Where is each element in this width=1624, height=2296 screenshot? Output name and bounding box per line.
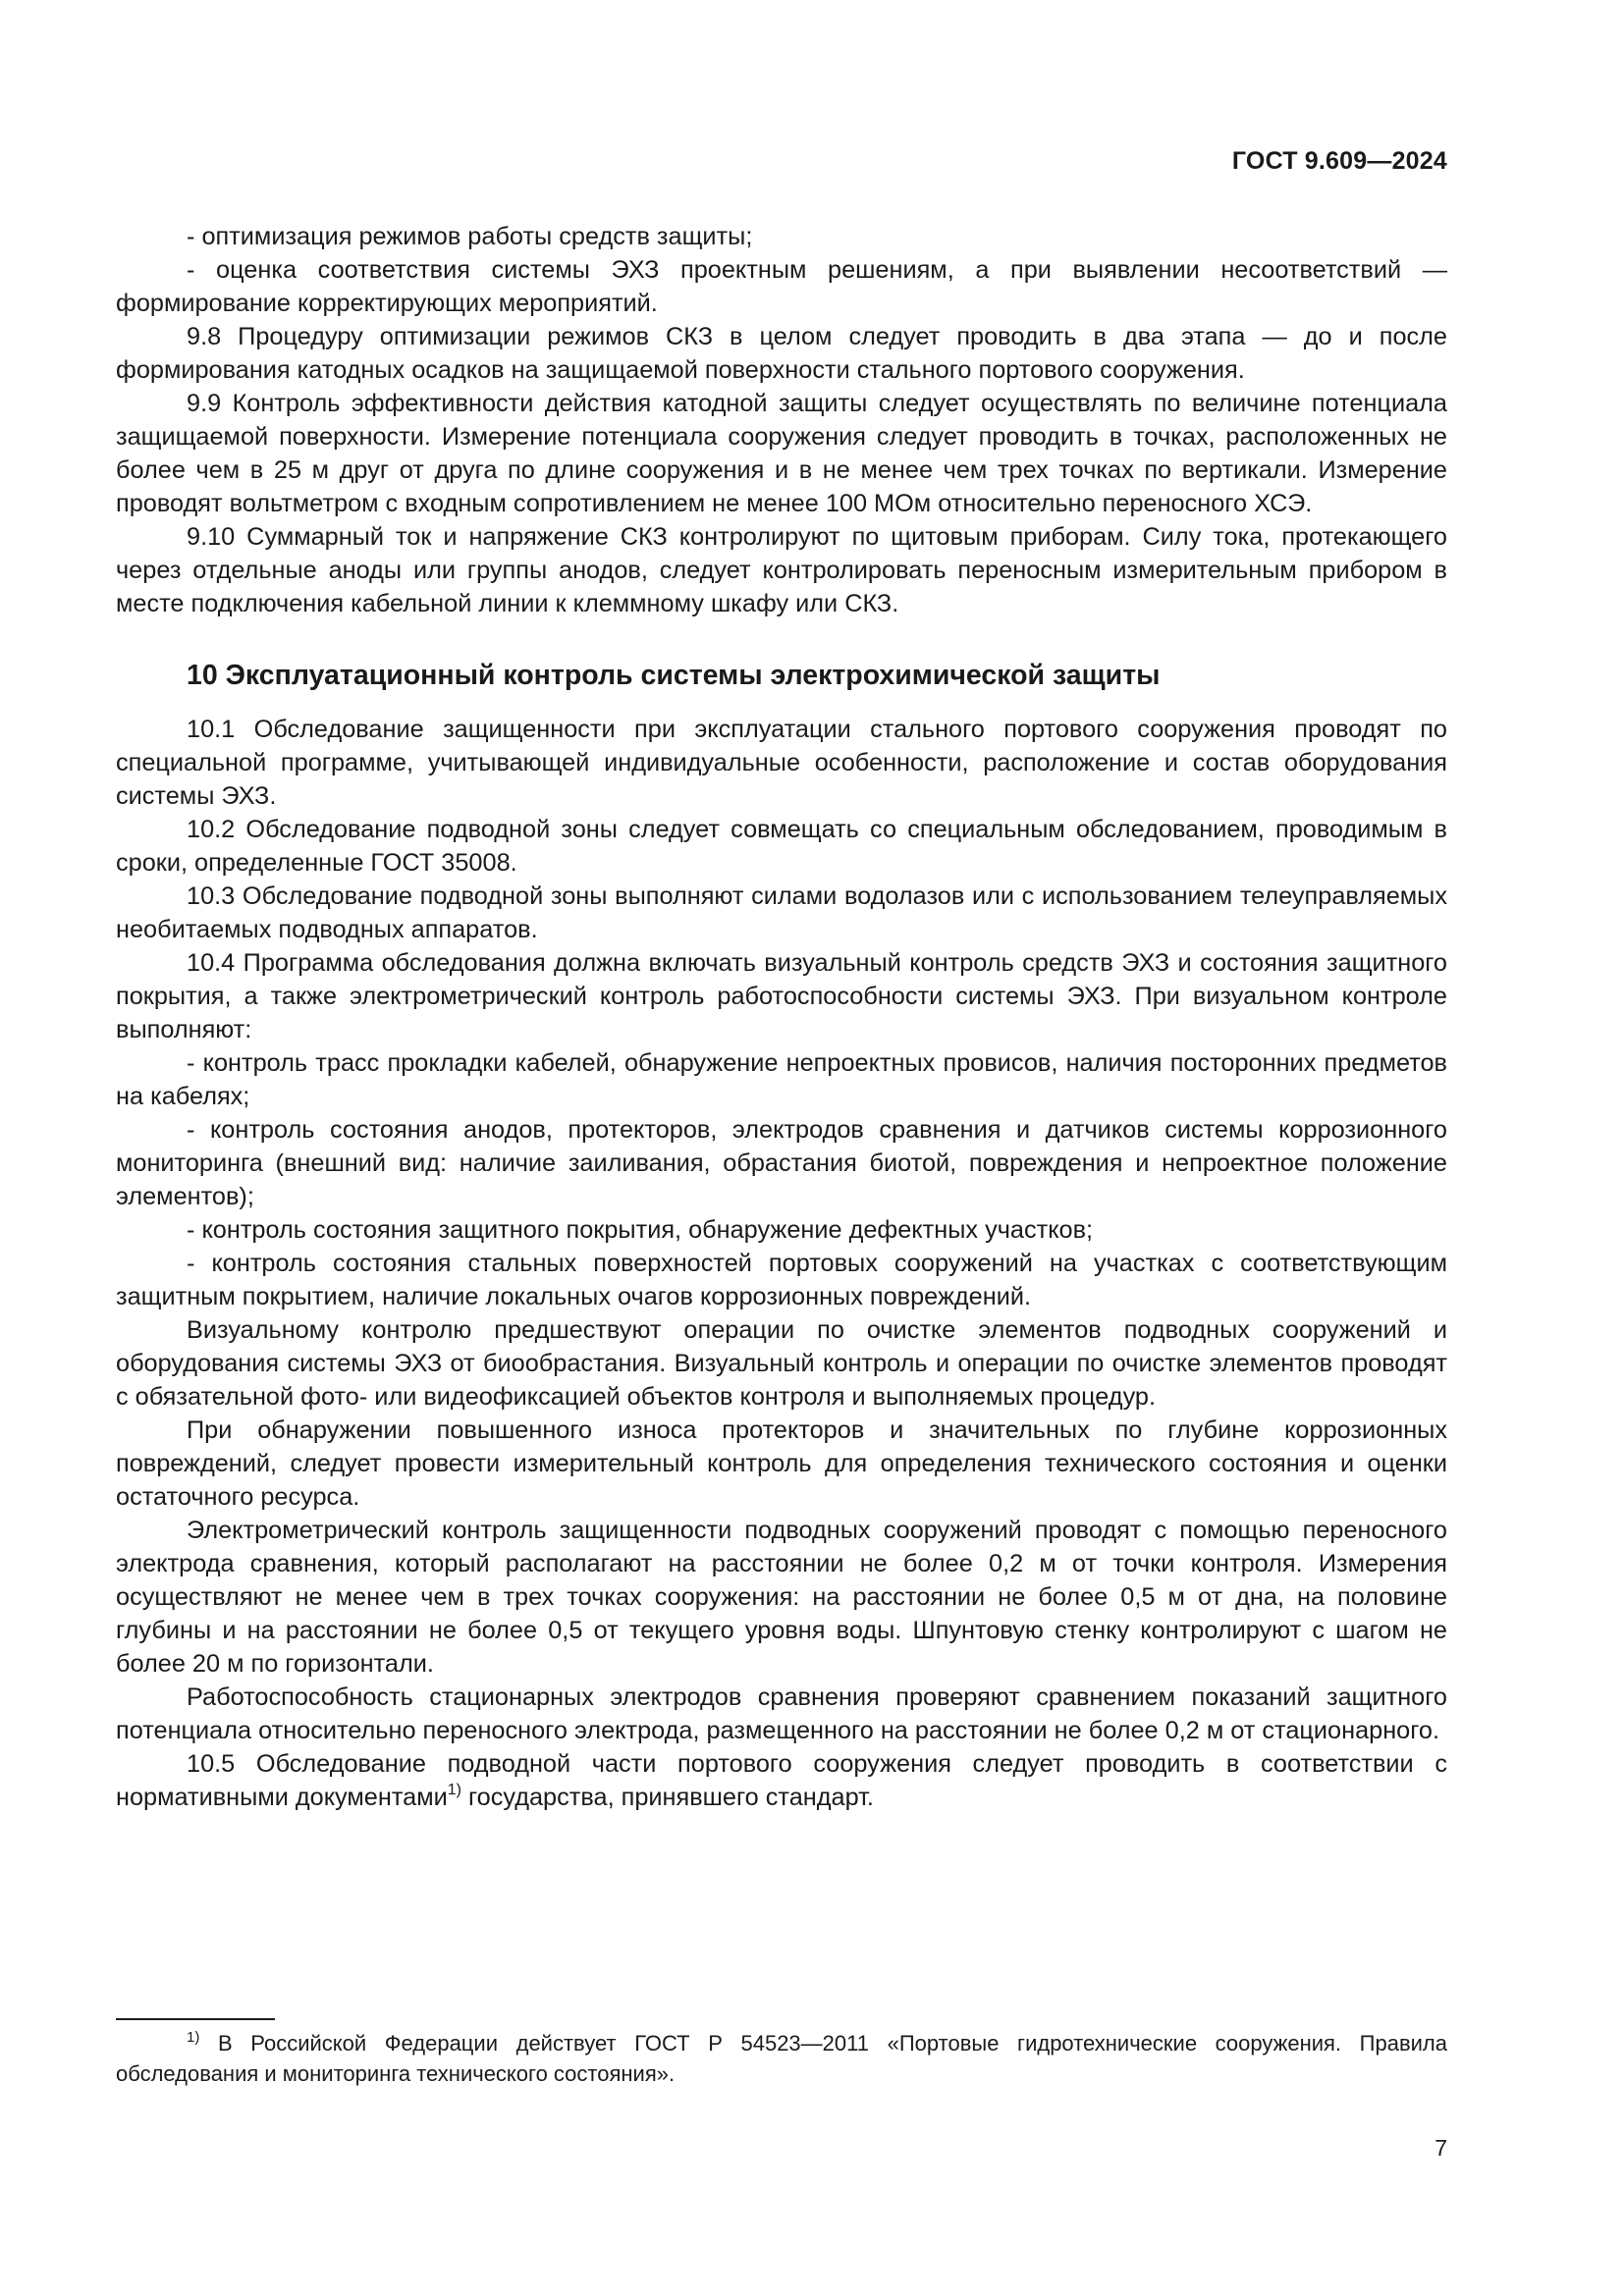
paragraph: 9.10 Суммарный ток и напряжение СКЗ контролируют по щитовым приборам. Силу тока, протекающего через отдельные аноды или группы анодов, следует контролировать переносным измерительным прибором в месте подключения кабельной линии к клеммному шкафу или СКЗ.: [116, 523, 1447, 617]
paragraph: 10.2 Обследование подводной зоны следует совмещать со специальным обследованием, проводимым в сроки, определенные ГОСТ 35008.: [116, 816, 1447, 877]
paragraph: 9.9 Контроль эффективности действия катодной защиты следует осуществлять по величине потенциала защищаемой поверхности. Измерение потенциала сооружения следует проводить в точках, расположенных не более чем в 25 м друг от друга по длине сооружения и в не менее чем трех точках по вертикали. Измерение проводят вольтметром с входным сопротивлением не менее 100 МОм относительно переносного ХСЭ.: [116, 390, 1447, 517]
paragraph: Визуальному контролю предшествуют операции по очистке элементов подводных сооружений и оборудования системы ЭХЗ от биообрастания. Визуальный контроль и операции по очистке элементов проводят с обязательной фото- или видеофиксацией объектов контроля и выполняемых процедур.: [116, 1316, 1447, 1411]
section-heading: 10 Эксплуатационный контроль системы электрохимической защиты: [187, 660, 1161, 691]
paragraph-text: 10.5 Обследование подводной части портового сооружения следует проводить в соответствии с нормативными документами: [116, 1750, 1447, 1811]
paragraph-text: государства, принявшего стандарт.: [460, 1784, 874, 1811]
paragraph: [116, 1747, 1447, 1814]
footnote-reference[interactable]: 1): [447, 1782, 461, 1798]
footnote: [116, 2028, 1447, 2089]
paragraph: При обнаружении повышенного износа протекторов и значительных по глубине коррозионных повреждений, следует провести измерительный контроль для определения технического состояния и оценки остаточного ресурса.: [116, 1416, 1447, 1511]
list-item: - контроль состояния анодов, протекторов, электродов сравнения и датчиков системы коррозионного мониторинга (внешний вид: наличие заиливания, обрастания биотой, повреждения и непроектное положение элементов);: [116, 1116, 1447, 1210]
paragraph: 10.4 Программа обследования должна включать визуальный контроль средств ЭХЗ и состояния защитного покрытия, а также электрометрический контроль работоспособности системы ЭХЗ. При визуальном контроле выполняют:: [116, 949, 1447, 1043]
paragraph: 10.1 Обследование защищенности при эксплуатации стального портового сооружения проводят по специальной программе, учитывающей индивидуальные особенности, расположение и состав оборудования системы ЭХЗ.: [116, 716, 1447, 810]
document-body: [116, 220, 1447, 1814]
footnote-marker: 1): [187, 2029, 200, 2046]
list-item: - контроль состояния стальных поверхностей портовых сооружений на участках с соответствующим защитным покрытием, наличие локальных очагов коррозионных повреждений.: [116, 1250, 1447, 1310]
list-item: - контроль трасс прокладки кабелей, обнаружение непроектных провисов, наличия посторонних предметов на кабелях;: [116, 1049, 1447, 1110]
page-number: 7: [1435, 2135, 1447, 2161]
footnote-text: В Российской Федерации действует ГОСТ Р 54523—2011 «Портовые гидротехнические сооружения. Правила обследования и мониторинга технического состояния».: [116, 2031, 1447, 2086]
paragraph: Электрометрический контроль защищенности подводных сооружений проводят с помощью переносного электрода сравнения, который располагают на расстоянии не более 0,2 м от точки контроля. Измерения осуществляют не менее чем в трех точках сооружения: на расстоянии не более 0,5 м от дна, на половине глубины и на расстоянии не более 0,5 от текущего уровня воды. Шпунтовую стенку контролируют с шагом не более 20 м по горизонтали.: [116, 1517, 1447, 1678]
paragraph: 9.8 Процедуру оптимизации режимов СКЗ в целом следует проводить в два этапа — до и после формирования катодных осадков на защищаемой поверхности стального портового сооружения.: [116, 323, 1447, 384]
paragraph: 10.3 Обследование подводной зоны выполняют силами водолазов или с использованием телеуправляемых необитаемых подводных аппаратов.: [116, 882, 1447, 943]
footnote-separator: [116, 2018, 275, 2020]
paragraph: - оптимизация режимов работы средств защиты;: [187, 223, 753, 250]
document-header: ГОСТ 9.609—2024: [1231, 147, 1447, 175]
list-item: - контроль состояния защитного покрытия, обнаружение дефектных участков;: [187, 1216, 1094, 1244]
paragraph: - оценка соответствия системы ЭХЗ проектным решениям, а при выявлении несоответствий — формирование корректирующих мероприятий.: [116, 256, 1447, 317]
paragraph: Работоспособность стационарных электродов сравнения проверяют сравнением показаний защитного потенциала относительно переносного электрода, размещенного на расстоянии не более 0,2 м от стационарного.: [116, 1683, 1447, 1744]
